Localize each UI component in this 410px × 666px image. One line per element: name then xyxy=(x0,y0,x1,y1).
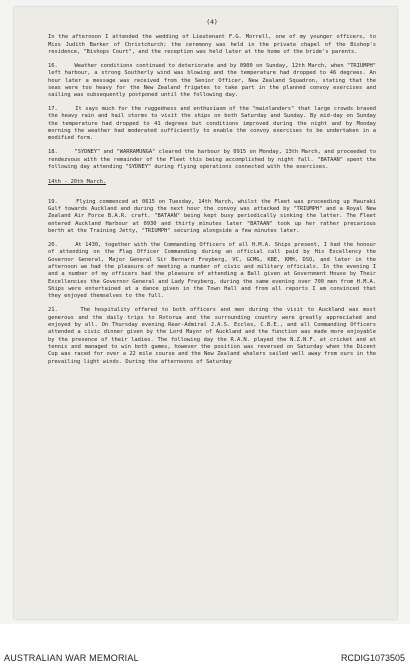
section-heading-text: 14th - 20th March. xyxy=(48,178,107,185)
page-number: (4) xyxy=(206,18,218,26)
publisher-label: AUSTRALIAN WAR MEMORIAL xyxy=(4,653,139,663)
paragraph xyxy=(48,63,376,100)
paragraph-text: Flying commenced at 0615 on Tuesday, 14th March, whilst the Fleet was proceeding up Hauraki Gulf towards Auckland and during the next hour the convoy was attacked by "TRIUMPH" and a Royal New Zealand Air Force B.A.R. craft. "BATAAN" being kept busy periodically sinking the latter. The Fleet entered Auckland Harbour at 0930 and thirty minutes later "BATAAN" took up her rather precarious berth at the Training Jetty, "TRIUMPH" securing alongside a few minutes later. xyxy=(48,198,376,235)
paragraph-number: 20. xyxy=(48,241,58,248)
paragraph-number: 17. xyxy=(48,106,58,113)
paragraph-text: The hospitality offered to both officers and men during the visit to Auckland was most generous and the daily trips to Rotorua and the surrounding country were greatly appreciated and enjoyed by all. On Thursday evening Rear-Admiral J.A.S. Eccles, C.B.E., and all Commanding Officers attended a civic dinner given by the Lord Mayor of Auckland and the function was made more enjoyable by the presence of their ladies. The following day the R.A.N. played the N.Z.N.F. at cricket and at tennis and managed to win both games, however the position was reversed on Saturday when the Dicent Cup was raced for over a 22 mile course and the New Zealand whalers sailed well away from ours in the prevailing light winds. During the afternoons of Saturday xyxy=(48,307,376,365)
paragraph-number: 21. xyxy=(48,307,58,314)
document-page xyxy=(14,7,397,619)
paragraph-number: 16. xyxy=(48,62,58,69)
paragraph-text: Weather conditions continued to deteriorate and by 0900 on Sunday, 12th March, when "TRIUMPH" left harbour, a strong Southerly wind was blowing and the temperature had dropped to 46 degrees. An hour later a message was received from the Senior Officer, New Zealand Squadron, stating that the seas were too heavy for the New Zealand frigates to take part in the planned convoy exercises and sailing was subsequently postponed until the following day. xyxy=(48,62,376,99)
paragraph xyxy=(48,199,376,236)
page-text xyxy=(48,19,376,372)
paragraph xyxy=(48,34,376,56)
paragraph xyxy=(48,307,376,366)
section-heading xyxy=(48,178,376,192)
paragraph-text: At 1430, together with the Commanding Officers of all H.M.A. Ships present, I had the honour of attending on the Flag Officer Commanding during an official call paid by His Excellency the Governor General, Major General Sir Bernard Freyberg, VC, GCMG, KBE, KMH, DSO, and later in the afternoon we had the pleasure of meeting a number of civic and military officials. In the evening I and a number of my officers had the pleasure of attending a Ball given at Government House by Their Excellencies the Governor General and Lady Freyberg, during the same evening over 700 men from H.M.A. Ships were entertained at a dance given in the Town Hall and from all reports I am convinced that they enjoyed themselves to the full. xyxy=(48,241,376,300)
paragraph-text: It says much for the ruggedness and enthusiasm of the "mainlanders" that large crowds braved the heavy rain and hail storms to visit the ships on both Saturday and Sunday. By mid-day on Sunday the temperature had dropped to 41 degrees but conditions improved during the night and by Monday morning the weather had moderated sufficiently to enable the convoy exercises to be undertaken in a modified form. xyxy=(48,106,377,142)
paragraph-text: In the afternoon I attended the wedding of Lieutenant F.G. Morrell, one of my younger officers, to Miss Judith Barker of Christchurch; the ceremony was held in the private chapel of the Bishop's residence, "Bishops Court", and the reception was held later at the home of the bride's parents. xyxy=(48,34,376,56)
paragraph-list xyxy=(48,34,376,366)
paragraph xyxy=(48,106,376,143)
paragraph xyxy=(48,242,376,301)
footer-bar xyxy=(0,624,410,666)
paragraph-number: 18. xyxy=(48,149,58,156)
record-id: RCDIG1073505 xyxy=(340,653,405,663)
paragraph-number: 19. xyxy=(48,198,58,205)
paragraph xyxy=(48,149,376,171)
paragraph-text: "SYDNEY" and "WARRAMUNGA" cleared the harbour by 0915 on Monday, 13th March, and proceeded to rendezvous with the remainder of the Fleet this being accomplished by night fall. "BATAAN" spent the following day attending "SYDNEY" during flying operations connected with the exercises. xyxy=(48,149,376,170)
